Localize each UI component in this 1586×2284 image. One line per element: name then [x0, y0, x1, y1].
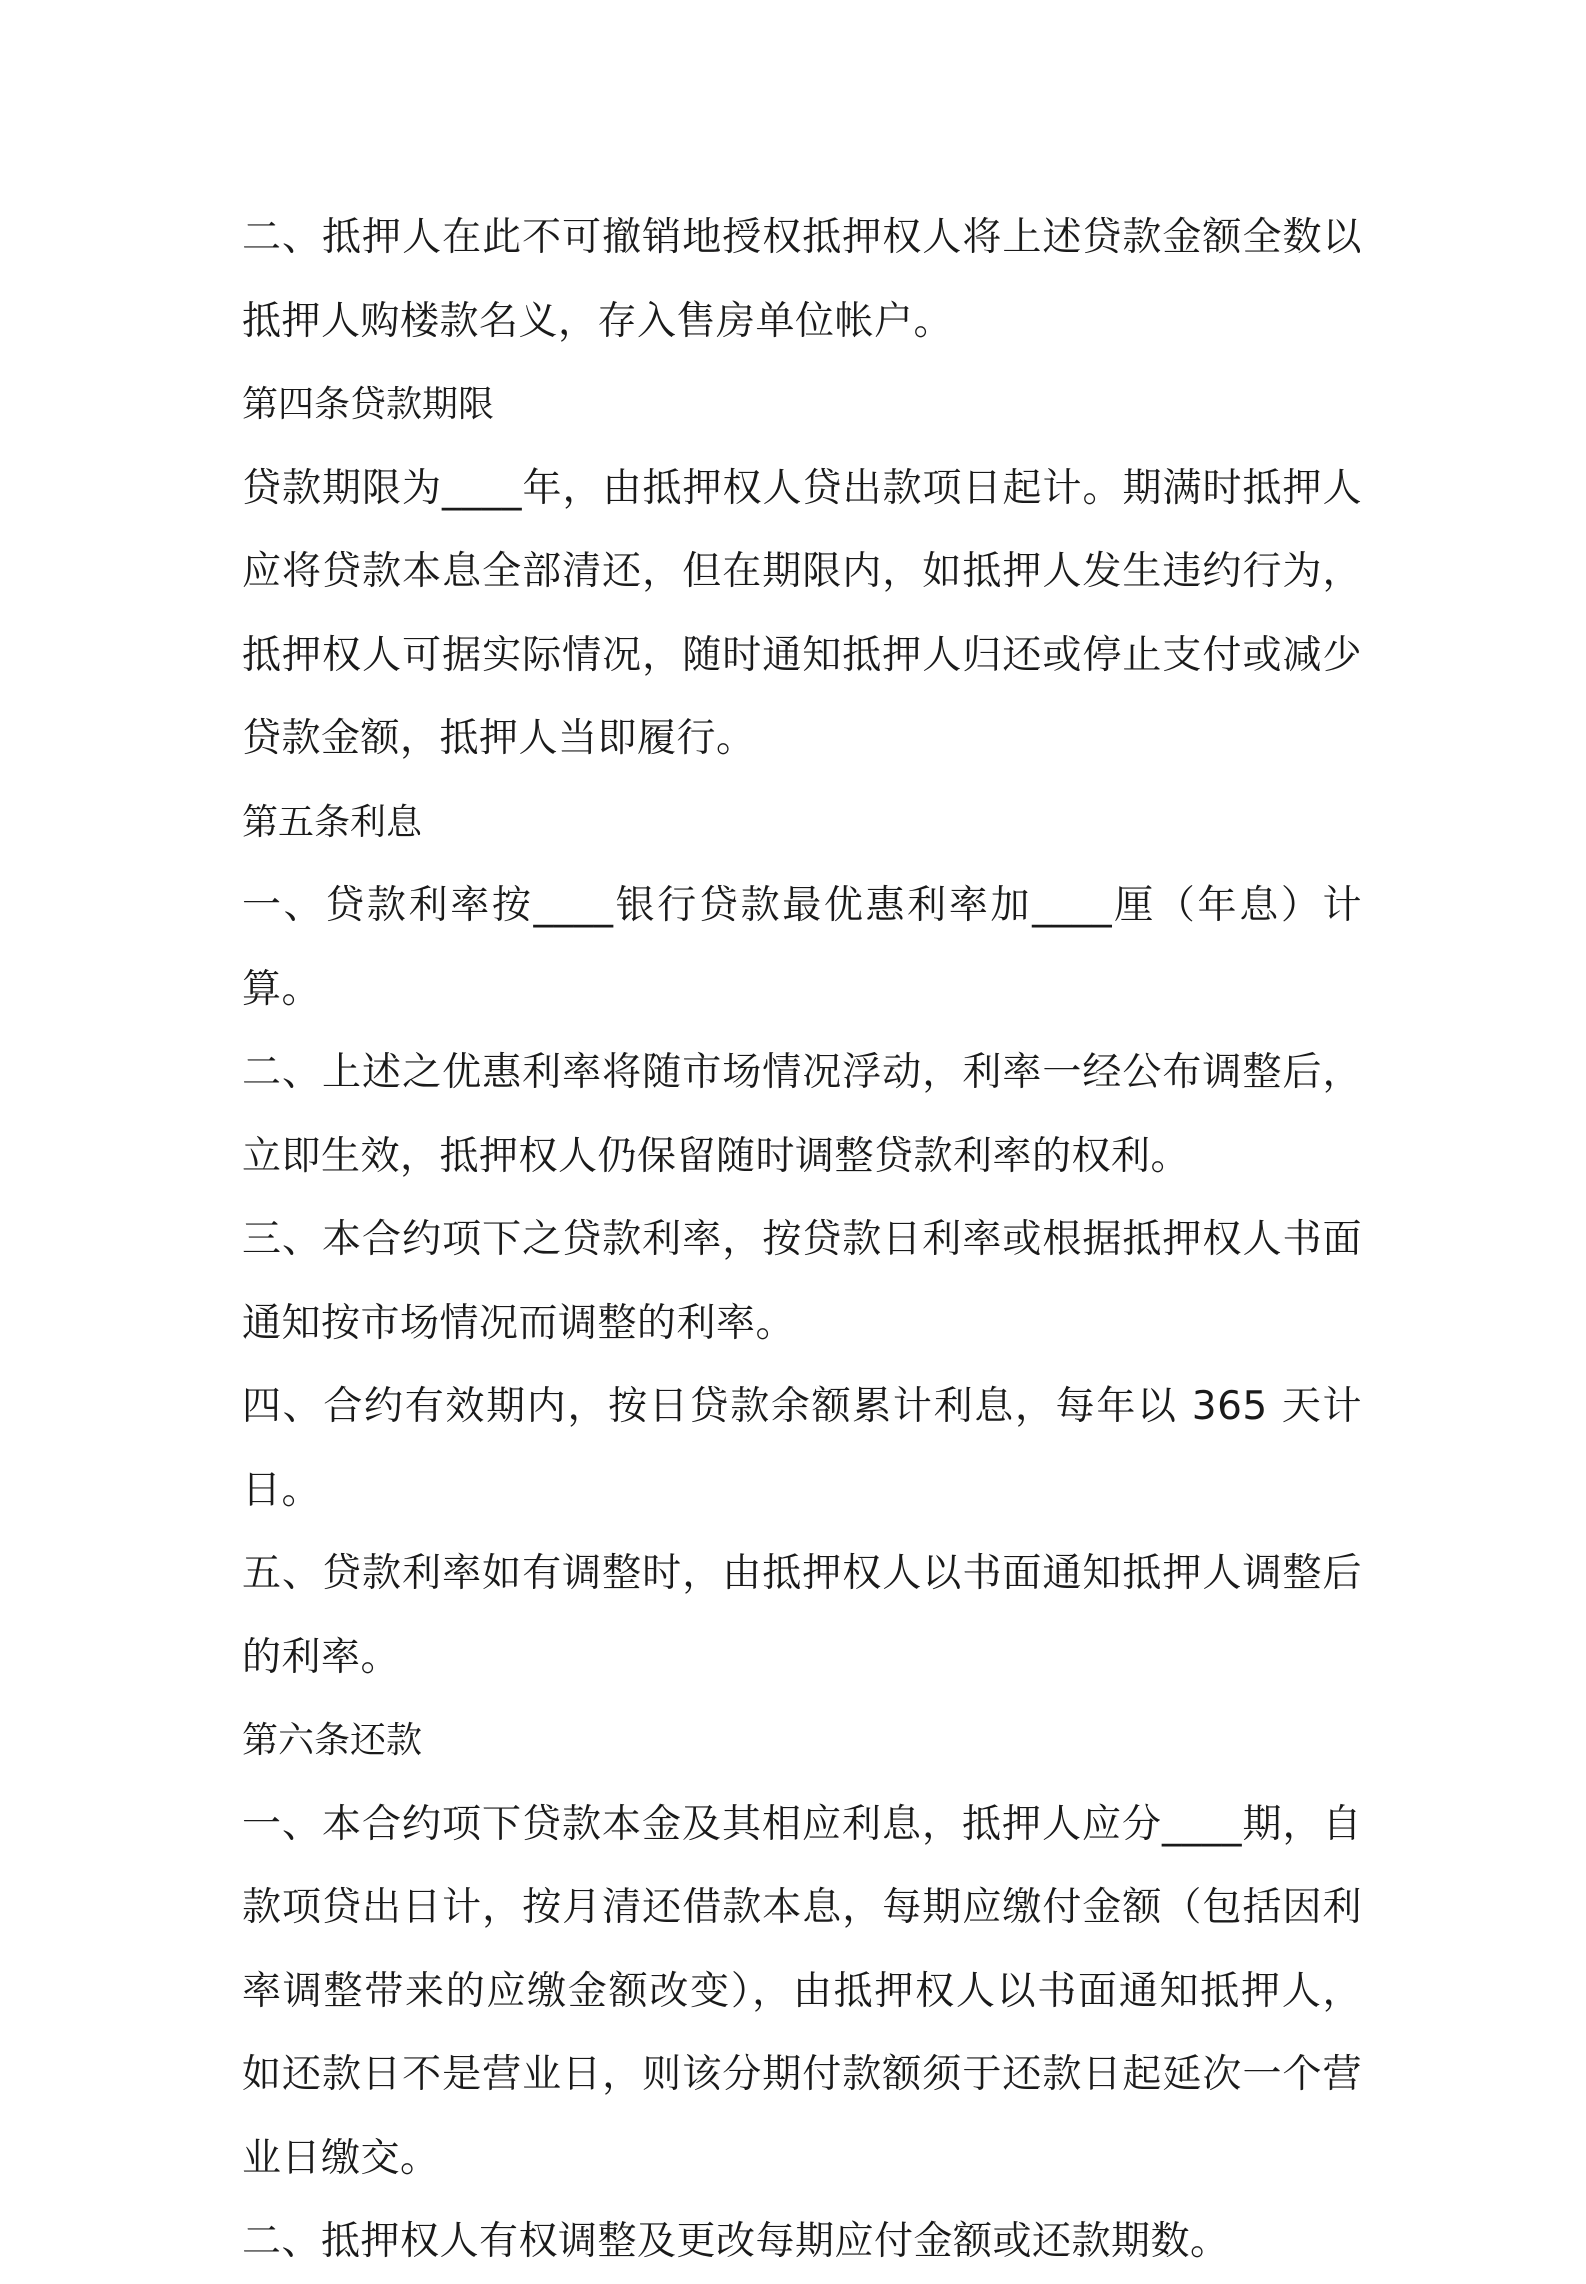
clause-paragraph: 二、上述之优惠利率将随市场情况浮动，利率一经公布调整后，立即生效，抵押权人仍保留随时调整贷款利率的权利。 — [242, 1050, 1362, 1179]
article-heading: 第五条利息 — [242, 801, 423, 843]
clause-paragraph: 四、合约有效期内，按日贷款余额累计利息，每年以 365 天计日。 — [242, 1384, 1362, 1513]
clause-paragraph: 一、本合约项下贷款本金及其相应利息，抵押人应分____期，自款项贷出日计，按月清还借款本息，每期应缴付金额（包括因利率调整带来的应缴金额改变），由抵押权人以书面通知抵押人，如还款日不是营业日，则该分期付款额须于还款日起延次一个营业日缴交。 — [242, 1801, 1362, 2181]
clause-paragraph: 二、抵押人在此不可撤销地授权抵押权人将上述贷款金额全数以抵押人购楼款名义，存入售房单位帐户。 — [242, 215, 1362, 344]
clause-paragraph: 贷款期限为____年，由抵押权人贷出款项日起计。期满时抵押人应将贷款本息全部清还，但在期限内，如抵押人发生违约行为，抵押权人可据实际情况，随时通知抵押人归还或停止支付或减少贷款金额，抵押人当即履行。 — [242, 465, 1362, 761]
article-heading: 第四条贷款期限 — [242, 384, 495, 425]
clause-paragraph: 二、抵押权人有权调整及更改每期应付金额或还款期数。 — [242, 2219, 1230, 2264]
clause-paragraph: 一、贷款利率按____银行贷款最优惠利率加____厘（年息）计算。 — [242, 883, 1362, 1012]
article-heading: 第六条还款 — [242, 1720, 423, 1761]
clause-paragraph: 五、贷款利率如有调整时，由抵押权人以书面通知抵押人调整后的利率。 — [242, 1551, 1362, 1680]
document-body — [242, 196, 1362, 2284]
clause-paragraph: 三、本合约项下之贷款利率，按贷款日利率或根据抵押权人书面通知按市场情况而调整的利率。 — [242, 1217, 1362, 1346]
